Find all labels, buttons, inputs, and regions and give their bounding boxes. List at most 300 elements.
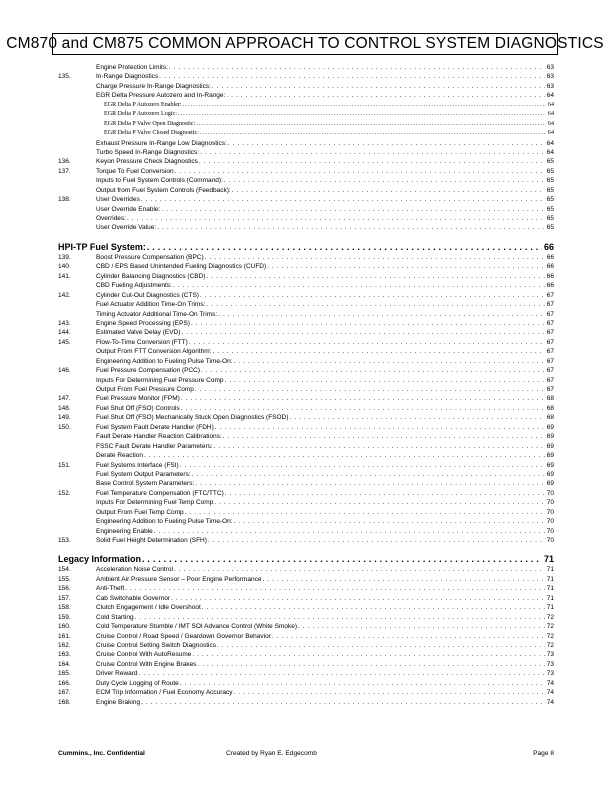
toc-entry-page: 69 (546, 442, 554, 450)
toc-leader (205, 253, 545, 262)
toc-entry-number: 150. (58, 423, 71, 431)
toc-entry-number: 152. (58, 489, 71, 497)
toc-entry[interactable] (58, 157, 554, 166)
toc-entry[interactable] (58, 679, 554, 688)
toc-entry[interactable] (58, 167, 554, 176)
toc-entry-body (96, 385, 554, 394)
toc-leader (161, 205, 544, 214)
toc-entry-body (96, 660, 554, 669)
toc-entry[interactable] (58, 508, 554, 517)
toc-entry-body (96, 63, 554, 72)
toc-leader (202, 603, 545, 612)
toc-entry-label: Solid Fuel Height Determination (SFH) (96, 537, 207, 544)
toc-entry-page: 73 (546, 670, 554, 678)
toc-entry-number: 139. (58, 253, 71, 261)
toc-entry-label: Fuel Systems Interface (FSI) (96, 461, 179, 469)
toc-entry-number: 147. (58, 395, 71, 403)
toc-entry-page: 64 (547, 130, 554, 137)
toc-entry-label: Cold Starting (96, 613, 134, 621)
toc-entry-number: 142. (58, 291, 71, 299)
toc-leader (196, 120, 546, 129)
toc-entry[interactable] (58, 63, 554, 72)
toc-entry-page: 73 (546, 651, 554, 659)
toc-entry[interactable] (58, 366, 554, 375)
toc-leader (142, 554, 542, 565)
toc-entry-body (104, 129, 554, 138)
toc-entry-number: 136. (58, 158, 71, 166)
toc-entry-label: User Overrides (96, 196, 140, 204)
footer-page-number: Page 8 (533, 750, 554, 757)
toc-entry-body (96, 489, 554, 498)
toc-entry[interactable] (58, 110, 554, 119)
toc-entry-label: Duty Cycle Logging of Route (96, 679, 179, 687)
toc-section-hpi-tp[interactable] (58, 242, 554, 253)
toc-entry-label: Engineering Addition to Fueling Pulse Time-On: (96, 518, 233, 526)
toc-entry-label: Clutch Engagement / Idle Overshoot (96, 604, 201, 612)
toc-leader (180, 461, 545, 470)
toc-entry-page: 74 (546, 698, 554, 706)
toc-entry-label: Inputs For Determining Fuel Pressure Comp (96, 376, 224, 384)
toc-leader (159, 72, 545, 81)
toc-entry-number: 166. (58, 679, 71, 687)
toc-entry-page: 72 (546, 641, 554, 649)
toc-entry-label: Keyon Pressure Check Diagnostics (96, 158, 198, 166)
toc-entry-page: 69 (546, 470, 554, 478)
toc-entry-page: 68 (546, 395, 554, 403)
toc-entry-page: 67 (546, 310, 554, 318)
toc-entry-label: Fault Derate Handler Reaction Calibrations: (96, 433, 222, 441)
toc-entry-body (96, 82, 554, 91)
toc-leader (223, 432, 545, 441)
toc-leader (234, 517, 545, 526)
toc-entry-body (96, 272, 554, 281)
toc-entry-page: 70 (546, 518, 554, 526)
toc-entry[interactable] (58, 451, 554, 460)
toc-entry-label: Estimated Valve Delay (EVD) (96, 329, 181, 337)
toc-entry-label: Output from Fuel System Controls (Feedback): (96, 186, 231, 194)
toc-entry-label: Cruise Control Setting Switch Diagnostics (96, 641, 216, 649)
toc-section-page: 71 (543, 554, 554, 565)
toc-entry-body (96, 442, 554, 451)
toc-entry-body (96, 536, 554, 545)
toc-leader (144, 451, 545, 460)
toc-entry-number: 154. (58, 566, 71, 574)
toc-leader (171, 594, 545, 603)
toc-entry[interactable] (58, 291, 554, 300)
toc-leader (181, 394, 545, 403)
toc-entry-page: 72 (546, 632, 554, 640)
toc-entry[interactable] (58, 698, 554, 707)
toc-entry[interactable] (58, 632, 554, 641)
toc-leader (217, 641, 545, 650)
toc-entry-page: 63 (546, 82, 554, 90)
toc-entry-body (96, 394, 554, 403)
toc-entry-body (96, 139, 554, 148)
toc-entry-body (96, 262, 554, 271)
toc-leader (215, 423, 545, 432)
table-of-contents (58, 63, 554, 707)
toc-entry[interactable] (58, 91, 554, 100)
toc-entry[interactable] (58, 176, 554, 185)
toc-leader (174, 565, 545, 574)
toc-entry-page: 64 (546, 92, 554, 100)
toc-entry-page: 70 (546, 508, 554, 516)
toc-leader (234, 688, 545, 697)
toc-entry[interactable] (58, 319, 554, 328)
toc-entry-body (96, 461, 554, 470)
toc-entry-number: 141. (58, 272, 71, 280)
toc-entry-body (96, 650, 554, 659)
toc-entry[interactable] (58, 594, 554, 603)
toc-entry[interactable] (58, 413, 554, 422)
toc-entry-body (96, 575, 554, 584)
toc-entry[interactable] (58, 253, 554, 262)
toc-entry-label: Output From Fuel Temp Comp (96, 508, 184, 516)
toc-entry[interactable] (58, 186, 554, 195)
toc-entry[interactable] (58, 376, 554, 385)
toc-leader (169, 63, 545, 72)
toc-entry-body (96, 517, 554, 526)
toc-entry[interactable] (58, 603, 554, 612)
toc-leader (127, 214, 545, 223)
toc-entry-page: 65 (546, 196, 554, 204)
toc-entry-body (96, 688, 554, 697)
toc-entry-body (96, 470, 554, 479)
toc-leader (175, 167, 545, 176)
toc-entry[interactable] (58, 498, 554, 507)
toc-entry-page: 65 (546, 177, 554, 185)
toc-leader (154, 527, 545, 536)
toc-entry-body (104, 120, 554, 129)
toc-entry-number: 155. (58, 575, 71, 583)
toc-entry-page: 69 (546, 452, 554, 460)
toc-entry-body (96, 366, 554, 375)
toc-entry[interactable] (58, 517, 554, 526)
toc-entry-label: Fuel Pressure Monitor (FPM) (96, 395, 180, 403)
toc-entry-body (96, 357, 554, 366)
toc-leader (214, 442, 545, 451)
toc-entry-label: EGR Delta P Valve Closed Diagnostic: (104, 130, 199, 137)
toc-entry[interactable] (58, 72, 554, 81)
toc-entry-body (96, 527, 554, 536)
toc-entry-label: Fuel Shut Off (FSO) Controls (96, 404, 180, 412)
toc-entry-label: Output From Fuel Pressure Comp (96, 386, 194, 393)
toc-entry-label: EGR Delta P Valve Open Diagnostic: (104, 120, 196, 127)
toc-entry-label: Exhaust Pressure In-Range Low Diagnostics: (96, 139, 227, 147)
toc-entry[interactable] (58, 641, 554, 650)
toc-leader (212, 82, 545, 91)
toc-entry[interactable] (58, 394, 554, 403)
toc-entry[interactable] (58, 613, 554, 622)
toc-leader (200, 129, 546, 138)
toc-entry[interactable] (58, 650, 554, 659)
toc-entry-body (96, 205, 554, 214)
toc-entry-label: Flow-To-Time Conversion (FTT) (96, 338, 188, 346)
toc-leader (234, 357, 545, 366)
toc-entry-label: Engine Braking (96, 698, 141, 706)
toc-entry-label: FSSC Fault Derate Handler Parameters: (96, 442, 213, 450)
toc-entry[interactable] (58, 272, 554, 281)
toc-leader (218, 310, 545, 319)
toc-group-hpi-tp (58, 253, 554, 546)
toc-entry-body (96, 376, 554, 385)
toc-entry-body (96, 253, 554, 262)
toc-leader (125, 584, 545, 593)
toc-entry-label: Engineering Addition to Fueling Pulse Time-On: (96, 357, 233, 365)
toc-leader (272, 632, 545, 641)
toc-entry-page: 66 (546, 282, 554, 290)
toc-entry-body (96, 291, 554, 300)
toc-entry-label: ECM Trip Information / Fuel Economy Accuracy (96, 689, 233, 697)
toc-entry-label: CBD / EPS Based Unintended Fueling Diagnostics (CUFD) (96, 263, 267, 271)
toc-entry[interactable] (58, 470, 554, 479)
toc-entry[interactable] (58, 423, 554, 432)
toc-entry[interactable] (58, 432, 554, 441)
toc-entry[interactable] (58, 120, 554, 129)
toc-entry-page: 69 (546, 461, 554, 469)
toc-entry-number: 162. (58, 641, 71, 649)
toc-entry-page: 70 (546, 489, 554, 497)
toc-leader (173, 281, 545, 290)
toc-entry-label: Charge Pressure In-Range Diagnostics: (96, 82, 211, 90)
toc-entry-body (96, 223, 554, 232)
toc-entry-body (96, 281, 554, 290)
toc-entry-page: 71 (546, 575, 554, 583)
toc-entry-label: User Override Value: (96, 224, 157, 232)
toc-entry-page: 73 (546, 660, 554, 668)
toc-entry-body (96, 622, 554, 631)
footer-confidential: Cummins., Inc. Confidential (58, 750, 145, 757)
toc-entry-page: 74 (546, 689, 554, 697)
toc-entry-number: 161. (58, 632, 71, 640)
toc-entry-body (104, 101, 554, 110)
toc-leader (135, 613, 545, 622)
toc-entry[interactable] (58, 214, 554, 223)
toc-entry[interactable] (58, 669, 554, 678)
toc-entry-page: 64 (546, 148, 554, 156)
toc-entry-number: 151. (58, 461, 71, 469)
toc-entry-page: 71 (546, 566, 554, 574)
toc-entry-body (96, 167, 554, 176)
toc-entry-page: 65 (546, 215, 554, 222)
toc-entry[interactable] (58, 205, 554, 214)
toc-entry-page: 66 (546, 263, 554, 271)
toc-section-label: Legacy Information (58, 554, 142, 565)
toc-entry-body (96, 338, 554, 347)
toc-leader (232, 186, 545, 195)
toc-entry-page: 67 (546, 367, 554, 375)
toc-entry-body (96, 72, 554, 81)
toc-entry-page: 64 (547, 111, 554, 118)
toc-entry-page: 67 (546, 348, 554, 356)
toc-entry-body (96, 328, 554, 337)
toc-leader (183, 101, 546, 110)
toc-entry-body (96, 423, 554, 432)
toc-entry-page: 70 (546, 537, 554, 544)
document-title: CM870 and CM875 COMMON APPROACH TO CONTROL SYSTEM DIAGNOSTICS (52, 33, 558, 55)
toc-entry-number: 144. (58, 329, 71, 337)
toc-entry-number: 137. (58, 167, 71, 175)
toc-entry-number: 159. (58, 613, 71, 621)
toc-leader (225, 489, 545, 498)
toc-leader (192, 470, 545, 479)
toc-entry-label: Derate Reaction (96, 452, 143, 460)
toc-entry-body (96, 176, 554, 185)
toc-entry-label: Anti-Theft (96, 585, 125, 593)
toc-leader (208, 536, 545, 545)
toc-entry-page: 69 (546, 423, 554, 431)
toc-entry[interactable] (58, 129, 554, 138)
toc-entry-page: 65 (546, 205, 554, 213)
toc-entry-body (96, 632, 554, 641)
toc-entry-page: 72 (546, 613, 554, 621)
toc-entry[interactable] (58, 101, 554, 110)
toc-leader (157, 223, 545, 232)
toc-entry-label: EGR Delta Pressure Autozero and In-Range: (96, 92, 226, 100)
toc-entry[interactable] (58, 442, 554, 451)
toc-entry[interactable] (58, 139, 554, 148)
toc-entry-page: 67 (546, 338, 554, 346)
toc-leader (212, 347, 544, 356)
toc-entry-number: 164. (58, 660, 71, 668)
toc-entry-page: 67 (546, 357, 554, 365)
toc-entry-body (96, 584, 554, 593)
toc-entry[interactable] (58, 300, 554, 309)
toc-entry[interactable] (58, 223, 554, 232)
toc-entry-label: Engine Protection Limits: (96, 64, 168, 71)
footer-author: Created by Ryan E. Edgecomb (226, 750, 317, 757)
toc-entry-page: 66 (546, 253, 554, 261)
toc-entry-page: 64 (547, 101, 554, 108)
toc-entry-label: In-Range Diagnostics (96, 73, 159, 81)
toc-entry[interactable] (58, 622, 554, 631)
toc-entry[interactable] (58, 281, 554, 290)
toc-leader (197, 660, 544, 669)
toc-leader (289, 413, 544, 422)
toc-entry[interactable] (58, 565, 554, 574)
toc-entry-label: EGR Delta P Autozero Logic: (104, 111, 177, 118)
toc-entry-body (96, 679, 554, 688)
toc-leader (181, 328, 544, 337)
toc-entry-body (96, 641, 554, 650)
toc-leader (189, 338, 545, 347)
toc-entry-body (96, 413, 554, 422)
toc-entry[interactable] (58, 262, 554, 271)
toc-entry-page: 71 (546, 604, 554, 612)
toc-entry[interactable] (58, 536, 554, 545)
toc-entry[interactable] (58, 688, 554, 697)
toc-entry-label: Boost Pressure Compensation (BPC) (96, 253, 204, 261)
toc-entry[interactable] (58, 575, 554, 584)
toc-entry-page: 70 (546, 499, 554, 507)
toc-entry-body (96, 157, 554, 166)
toc-entry-page: 74 (546, 679, 554, 687)
toc-entry-label: Acceleration Noise Control (96, 566, 173, 574)
toc-leader (141, 698, 545, 707)
toc-entry[interactable] (58, 461, 554, 470)
toc-leader (206, 300, 544, 309)
toc-leader (178, 110, 546, 119)
toc-leader (200, 148, 545, 157)
toc-entry-number: 146. (58, 367, 71, 375)
toc-entry-label: Cold Temperature Stumble / IMT SOI Advance Control (White Smoke) (96, 623, 297, 631)
toc-entry[interactable] (58, 660, 554, 669)
toc-entry[interactable] (58, 584, 554, 593)
toc-entry-label: Fuel System Fault Derate Handler (FDH) (96, 423, 214, 431)
toc-entry-label: User Override Enable: (96, 205, 161, 213)
toc-entry-body (96, 479, 554, 488)
toc-entry-page: 67 (546, 386, 554, 393)
toc-entry-body (96, 613, 554, 622)
toc-entry[interactable] (58, 489, 554, 498)
toc-entry-number: 157. (58, 594, 71, 602)
toc-entry-label: Output From FTT Conversion Algorithm: (96, 348, 212, 356)
toc-leader (298, 622, 545, 631)
toc-leader (141, 195, 545, 204)
toc-entry-page: 67 (546, 301, 554, 309)
toc-entry[interactable] (58, 310, 554, 319)
toc-entry-label: Fuel Shut Off (FSO) Mechanically Stuck Open Diagnostics (FSOD) (96, 414, 289, 422)
toc-entry[interactable] (58, 479, 554, 488)
toc-leader (192, 650, 544, 659)
toc-entry[interactable] (58, 347, 554, 356)
toc-entry-number: 143. (58, 319, 71, 327)
toc-entry[interactable] (58, 385, 554, 394)
toc-leader (225, 376, 545, 385)
toc-entry-page: 64 (546, 139, 554, 147)
toc-leader (262, 575, 544, 584)
page-footer (58, 749, 554, 759)
toc-entry-number: 163. (58, 651, 71, 659)
toc-entry-label: CBD Fueling Adjustments: (96, 282, 172, 290)
toc-entry-number: 149. (58, 414, 71, 422)
toc-section-legacy[interactable] (58, 554, 554, 565)
toc-entry-label: Cruise Control With Engine Brakes (96, 660, 197, 668)
toc-entry-number: 160. (58, 623, 71, 631)
toc-entry-body (96, 310, 554, 319)
toc-entry[interactable] (58, 82, 554, 91)
toc-entry-body (96, 669, 554, 678)
toc-entry[interactable] (58, 357, 554, 366)
toc-entry-label: Fuel Actuator Addition Time-On Trims: (96, 301, 206, 309)
toc-entry-number: 165. (58, 670, 71, 678)
toc-entry-page: 69 (546, 433, 554, 441)
toc-entry-label: Ambient Air Pressure Sensor – Poor Engine Performance (96, 575, 262, 583)
toc-entry-page: 65 (546, 186, 554, 194)
toc-entry[interactable] (58, 328, 554, 337)
toc-entry-label: EGR Delta P Autozero Enabler: (104, 101, 182, 108)
toc-entry-number: 167. (58, 689, 71, 697)
toc-entry-page: 65 (546, 167, 554, 175)
toc-leader (139, 669, 545, 678)
toc-entry[interactable] (58, 148, 554, 157)
toc-entry-label: Inputs to Fuel System Controls (Command): (96, 177, 223, 185)
toc-entry-body (96, 319, 554, 328)
toc-entry[interactable] (58, 338, 554, 347)
toc-entry[interactable] (58, 527, 554, 536)
toc-entry[interactable] (58, 404, 554, 413)
toc-entry-label: Base Control System Parameters: (96, 480, 195, 488)
toc-entry-page: 67 (546, 376, 554, 384)
toc-group-legacy (58, 565, 554, 707)
toc-leader (228, 139, 545, 148)
toc-entry-number: 158. (58, 604, 71, 612)
toc-entry[interactable] (58, 195, 554, 204)
toc-entry-body (96, 498, 554, 507)
toc-entry-body (96, 603, 554, 612)
toc-entry-body (104, 110, 554, 119)
toc-leader (200, 291, 545, 300)
